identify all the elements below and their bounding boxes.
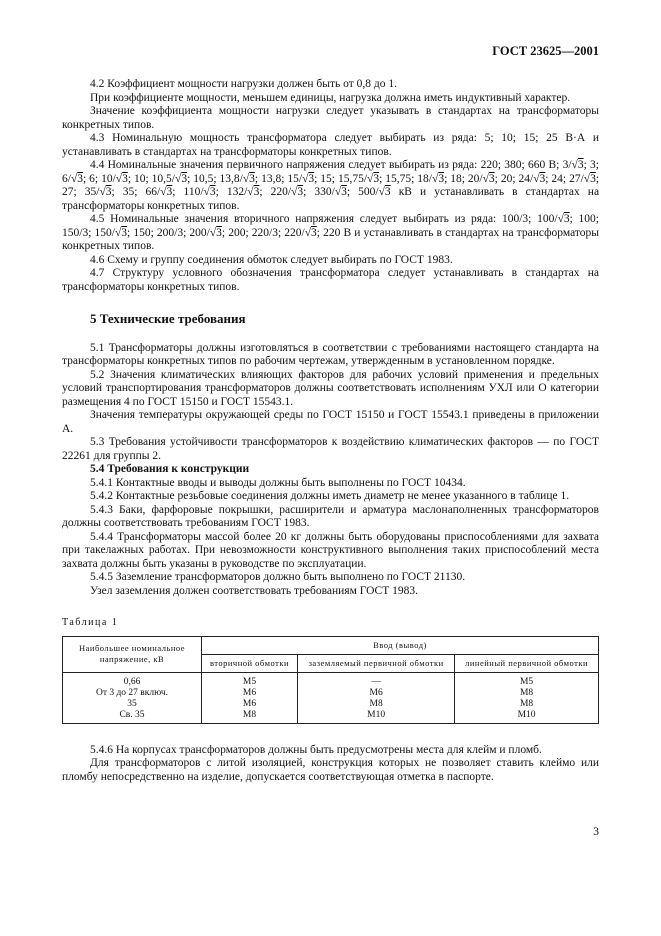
paragraph: Узел заземления должен соответствовать требованиям ГОСТ 1983. (90, 584, 418, 597)
table-row: 0,66 М5 — М5 (63, 672, 599, 688)
sqrt-three: √3 (70, 172, 84, 185)
table-header-group: Ввод (вывод) (202, 636, 599, 654)
table-header-grounded: заземляемый первичной обмотки (298, 654, 455, 672)
sqrt-three: √3 (247, 186, 260, 198)
paragraph: 5.4.3 Баки, фарфоровые покрышки, расширители и арматура маслонаполненных трансформаторов должны соответствовать требованиям ГОСТ 1983. (62, 503, 599, 529)
paragraph: 4.6 Схему и группу соединения обмоток следует выбирать по ГОСТ 1983. (90, 253, 453, 266)
sqrt-three: √3 (304, 226, 317, 239)
table-row: Св. 35 М8 М10 М10 (63, 710, 599, 724)
document-code: ГОСТ 23625—2001 (492, 44, 599, 58)
sqrt-three: √3 (114, 226, 128, 239)
sqrt-three: √3 (378, 186, 391, 198)
table-header-voltage: Наибольшее номинальное напряжение, кВ (63, 636, 202, 672)
sqrt-three: √3 (291, 186, 304, 198)
paragraph: Значения температуры окружающей среды по ГОСТ 15150 и ГОСТ 15543.1 приведены в приложении А. (62, 409, 599, 435)
paragraph: При коэффициенте мощности, меньшем единицы, нагрузка должна иметь индуктивный характер. (90, 91, 571, 104)
paragraph-4-5: 4.5 Номинальные значения вторичного напряжения следует выбирать из ряда: 100/3; 100/√3; 100; 150/3; 150/√3; 150; 200/3; 200/√3; 200; 220/3; 220/√3; 220 В и устанавливать в стандартах на трансформаторы конкретных типов. (62, 213, 599, 252)
paragraph: 5.4.6 На корпусах трансформаторов должны быть предусмотрены места для клейм и пломб. (90, 743, 542, 756)
table-row: От 3 до 27 включ. М6 М6 М8 (63, 688, 599, 699)
sqrt-three: √3 (533, 172, 546, 185)
paragraph: 4.2 Коэффициент мощности нагрузки должен быть от 0,8 до 1. (90, 78, 397, 90)
section-heading: 5 Технические требования (90, 311, 246, 326)
sqrt-three: √3 (367, 172, 380, 185)
paragraph: 4.7 Структуру условного обозначения трансформатора следует устанавливать в стандартах на трансформаторы конкретных типов. (62, 267, 599, 293)
table-1 (62, 636, 599, 724)
paragraph: 5.4.5 Заземление трансформаторов должно быть выполнено по ГОСТ 21130. (90, 571, 466, 583)
sqrt-three: √3 (209, 226, 222, 239)
sqrt-three: √3 (203, 186, 216, 198)
paragraph: 5.4.2 Контактные резьбовые соединения должны иметь диаметр не менее указанного в таблице 1. (90, 490, 570, 502)
sqrt-three: √3 (160, 186, 173, 198)
table-header-secondary: вторичной обмотки (202, 654, 298, 672)
paragraph: Для трансформаторов с литой изоляцией, конструкция которых не позволяет ставить клеймо или пломбу непосредственно на изделие, допускается соответствующая отметка в паспорте. (62, 757, 599, 783)
table-row: 35 М6 М8 М8 (63, 699, 599, 710)
paragraph: Значение коэффициента мощности нагрузки следует указывать в стандартах на трансформаторы конкретных типов. (62, 105, 599, 131)
sqrt-three: √3 (583, 172, 596, 185)
sqrt-three: √3 (302, 172, 315, 185)
table-header-linear: линейный первичной обмотки (455, 654, 599, 672)
sqrt-three: √3 (557, 213, 570, 225)
subsection-heading: 5.4 Требования к конструкции (90, 463, 250, 475)
sqrt-three: √3 (334, 186, 347, 198)
table-caption: Таблица 1 (62, 617, 119, 628)
paragraph-4-4: 4.4 Номинальные значения первичного напряжения следует выбирать из ряда: 220; 380; 660 В; 3/√3; 3; 6/√3; 6; 10/√3; 10; 10,5/√3; 10,5; 13,8/√3; 13,8; 15/√3; 15; 15,75/√3; 15,75; 18/√3; 18; 20/√3; 20; 24/√3; 24; 27/√3; 27; 35/√3; 35; 66/√3; 110/√3; 132/√3; 220/√3; 330/√3; 500/√3 кВ и устанавливать в стандартах на трансформаторы конкретных типов. (62, 159, 600, 212)
page-content (62, 78, 599, 784)
sqrt-three: √3 (242, 172, 255, 185)
paragraph: 5.4.1 Контактные вводы и выводы должны быть выполнены по ГОСТ 10434. (90, 476, 466, 489)
paragraph: 5.2 Значения климатических влияющих факторов для рабочих условий применения и предельных условий транспортирования трансформаторов должны соответствовать исполнениям УХЛ или О категории размещения 4 по ГОСТ 15150 и ГОСТ 15543.1. (62, 368, 599, 408)
sqrt-three: √3 (571, 159, 584, 171)
page-number: 3 (593, 826, 599, 838)
sqrt-three: √3 (175, 172, 188, 185)
paragraph: 5.1 Трансформаторы должны изготовляться в соответствии с требованиями настоящего стандарта на трансформаторы конкретных типов по рабочим чертежам, утвержденным в установленном порядке. (62, 341, 599, 367)
paragraph: 4.3 Номинальную мощность трансформатора следует выбирать из ряда: 5; 10; 15; 25 В·А и устанавливать в стандартах на трансформаторы конкретных типов. (62, 132, 599, 158)
paragraph: 5.4.4 Трансформаторы массой более 20 кг должны быть оборудованы приспособлениями для захвата при такелажных работах. При невозможности конструктивного выполнения таких приспособлений места захвата должны быть указаны в руководстве по эксплуатации. (62, 530, 599, 570)
paragraph: 5.3 Требования устойчивости трансформаторов к воздействию климатических факторов — по ГОСТ 22261 для группы 2. (62, 436, 599, 462)
sqrt-three: √3 (99, 186, 112, 198)
sqrt-three: √3 (432, 172, 445, 185)
sqrt-three: √3 (115, 172, 128, 185)
sqrt-three: √3 (482, 172, 495, 185)
